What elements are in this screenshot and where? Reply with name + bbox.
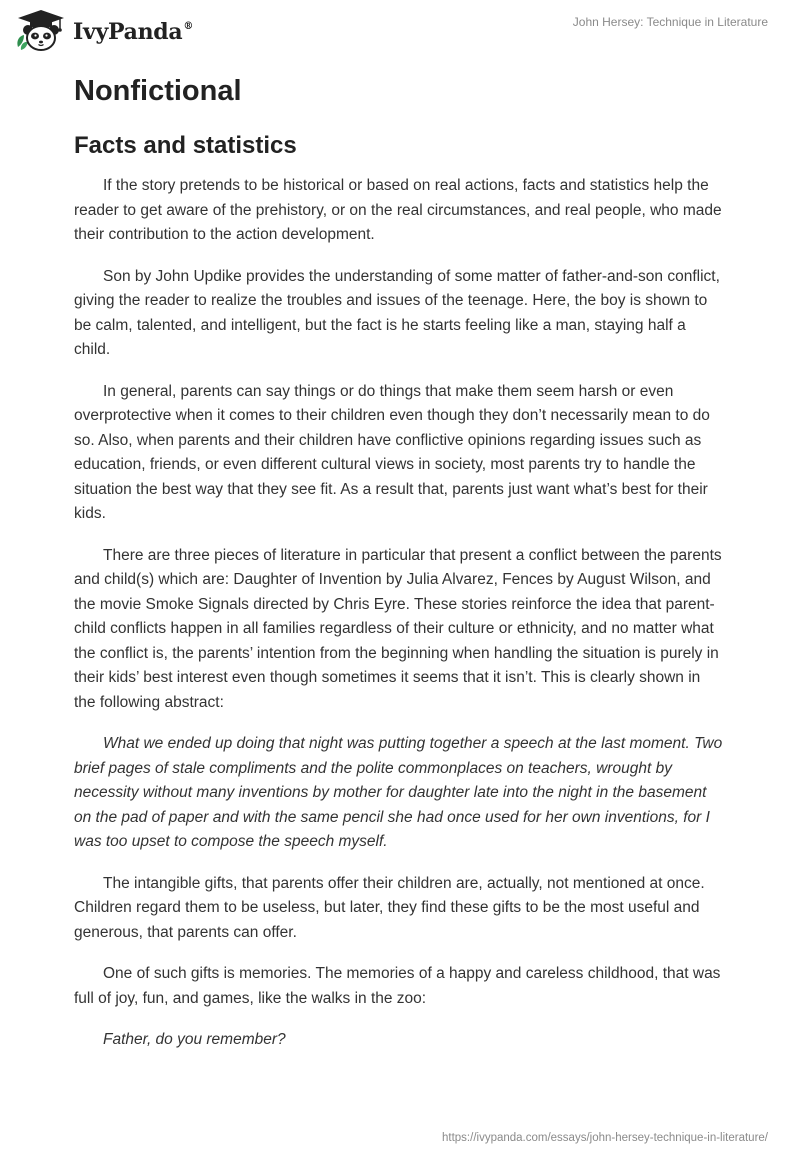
paragraph: One of such gifts is memories. The memories of a happy and careless childhood, that was full of joy, fun, and games, like the walks in the zoo: — [74, 965, 721, 1007]
source-url-link[interactable]: https://ivypanda.com/essays/john-hersey-technique-in-literature/ — [442, 1132, 768, 1144]
paragraph: Son by John Updike provides the understanding of some matter of father-and-son conflict, giving the reader to realize the troubles and issues of the teenage. Here, the boy is shown to be calm, talented, and intelligent, but the fact is he starts feeling like a man, staying half a child. — [74, 267, 720, 358]
section-title: Nonfictional — [74, 75, 242, 107]
panda-graduation-cap-icon — [15, 9, 67, 53]
block-quote: What we ended up doing that night was putting together a speech at the last moment. Two brief pages of stale compliments and the polite commonplaces on teachers, wrought by necessity without many inventions by mother for daughter late into the night in the basement on the pad of paper and with the same pencil she had once used for her own inventions, for I was too upset to compose the speech myself. — [74, 735, 723, 850]
registered-mark: ® — [183, 20, 194, 32]
page-header — [0, 0, 800, 60]
paragraph: In general, parents can say things or do things that make them seem harsh or even overprotective when it comes to their children even though they don’t necessarily mean to do so. Also, when parents and their children have conflictive opinions regarding issues such as education, friends, or even different cultural views in society, most parents try to handle the situation the best way that they see fit. As a result that, parents just want what’s best for their kids. — [74, 382, 710, 522]
ivypanda-logo[interactable] — [15, 9, 193, 53]
document-title: John Hersey: Technique in Literature — [572, 15, 768, 29]
brand-name-text: IvyPanda — [73, 19, 183, 45]
paragraph: There are three pieces of literature in particular that present a conflict between the parents and child(s) which are: Daughter of Invention by Julia Alvarez, Fences by August Wilson, and the movie Smoke Signals directed by Chris Eyre. These stories reinforce the idea that parent-child conflicts happen in all families regardless of their culture or ethnicity, and no matter what the conflict is, the parents’ intention from the beginning when handling the situation is purely in their kids’ best interest even though sometimes it seems that it isn’t. This is clearly shown in the following abstract: — [74, 546, 722, 711]
paragraph: The intangible gifts, that parents offer their children are, actually, not mentioned at once. Children regard them to be useless, but later, they find these gifts to be the most useful and generous, that parents can offer. — [74, 874, 705, 941]
article-body — [74, 72, 724, 1070]
quote-line: Father, do you remember? — [103, 1031, 286, 1048]
brand-name — [73, 19, 193, 45]
subsection-title: Facts and statistics — [74, 132, 297, 159]
paragraph: If the story pretends to be historical or based on real actions, facts and statistics help the reader to get aware of the prehistory, or on the real circumstances, and real people, who made their contribution to the action development. — [74, 177, 722, 243]
